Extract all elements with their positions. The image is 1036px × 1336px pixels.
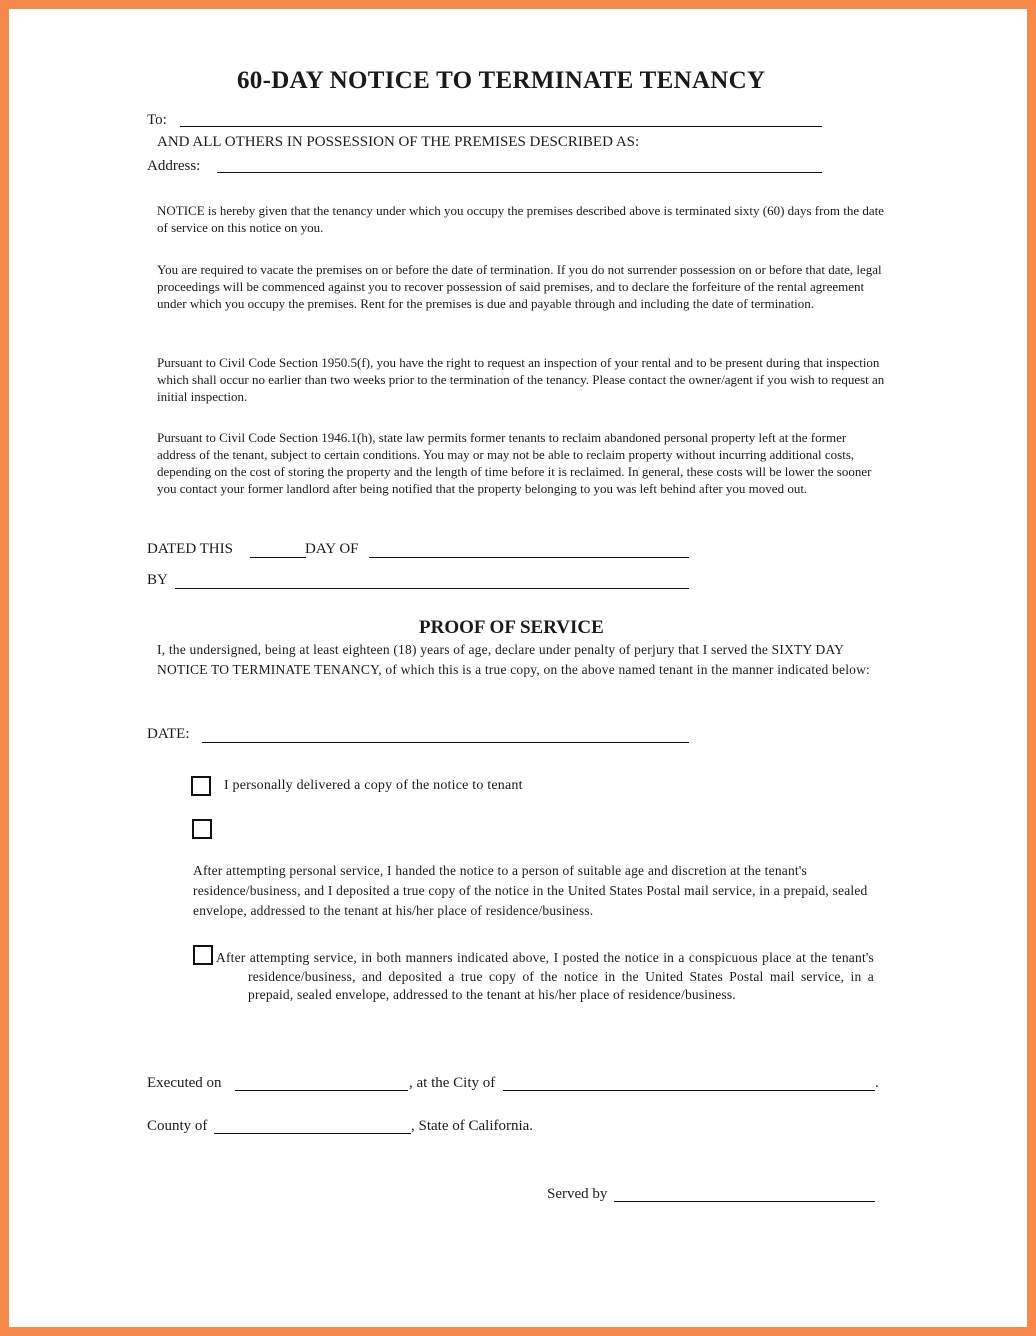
- proof-intro-paragraph: I, the undersigned, being at least eighteen (18) years of age, declare under penalty of perjury that I served the SIXTY DAY NOTICE TO TERMINATE TENANCY, of which this is a true copy, on the above named tenant in the manner indicated below:: [157, 642, 870, 677]
- address-label: Address:: [147, 158, 201, 174]
- city-period: .: [875, 1075, 879, 1091]
- document-page: [9, 9, 1027, 1327]
- state-label: , State of California.: [411, 1118, 534, 1134]
- posting-service-checkbox[interactable]: [193, 945, 213, 965]
- county-label: County of: [147, 1118, 208, 1134]
- personal-delivery-label: I personally delivered a copy of the notice to tenant: [224, 778, 523, 793]
- posting-service-label: [216, 949, 874, 1005]
- day-field[interactable]: [250, 557, 306, 558]
- document-title: 60-DAY NOTICE TO TERMINATE TENANCY: [237, 67, 766, 94]
- by-label: BY: [147, 572, 168, 588]
- notice-paragraph: NOTICE is hereby given that the tenancy under which you occupy the premises described above is terminated sixty (60) days from the date of service on this notice on you.: [157, 203, 885, 235]
- to-field[interactable]: [180, 126, 822, 127]
- dated-this-label: DATED THIS: [147, 541, 233, 557]
- substituted-service-label: After attempting personal service, I handed the notice to a person of suitable age and discretion at the tenant's residence/business, and I deposited a true copy of the notice in the United States Postal mail service, in a prepaid, sealed envelope, addressed to the tenant at his/her place of residence/business.: [193, 863, 868, 918]
- property-paragraph: Pursuant to Civil Code Section 1946.1(h), state law permits former tenants to reclaim abandoned personal property left at the former address of the tenant, subject to certain conditions. You may or may not be able to reclaim property without incurring additional costs, depending on the cost of storing the property and the length of time before it is reclaimed. In general, these costs will be lower the sooner you contact your former landlord after being notified that the property belonging to you was left behind after you moved out.: [157, 430, 872, 496]
- substituted-service-checkbox[interactable]: [192, 819, 212, 839]
- at-city-label: , at the City of: [409, 1075, 496, 1091]
- executed-on-label: Executed on: [147, 1075, 222, 1091]
- possession-text: AND ALL OTHERS IN POSSESSION OF THE PREMISES DESCRIBED AS:: [157, 134, 640, 150]
- to-label: To:: [147, 112, 167, 128]
- city-field[interactable]: [503, 1090, 875, 1091]
- county-field[interactable]: [214, 1133, 411, 1134]
- proof-of-service-heading: PROOF OF SERVICE: [419, 617, 604, 638]
- address-field[interactable]: [217, 172, 822, 173]
- by-signature-field[interactable]: [175, 588, 689, 589]
- executed-on-field[interactable]: [235, 1090, 408, 1091]
- posting-service-text: After attempting service, in both manners indicated above, I posted the notice in a conspicuous place at the tenant's residence/business, and deposited a true copy of the notice in the United States Postal mail service, in a prepaid, sealed envelope, addressed to the tenant at his/her place of residence/business.: [216, 950, 874, 1002]
- day-of-label: DAY OF: [305, 541, 359, 557]
- proof-date-label: DATE:: [147, 726, 190, 742]
- served-by-signature-field[interactable]: [614, 1201, 875, 1202]
- proof-date-field[interactable]: [202, 742, 689, 743]
- vacate-paragraph: You are required to vacate the premises on or before the date of termination. If you do not surrender possession on or before that date, legal proceedings will be commenced against you to recover possession of said premises, and to declare the forfeiture of the rental agreement under which you occupy the premises. Rent for the premises is due and payable through and including the date of termination.: [157, 262, 882, 311]
- personal-delivery-checkbox[interactable]: [191, 776, 211, 796]
- inspection-paragraph: Pursuant to Civil Code Section 1950.5(f), you have the right to request an inspection of your rental and to be present during that inspection which shall occur no earlier than two weeks prior to the termination of the tenancy. Please contact the owner/agent if you wish to request an initial inspection.: [157, 355, 885, 404]
- month-year-field[interactable]: [369, 557, 689, 558]
- served-by-label: Served by: [547, 1186, 608, 1202]
